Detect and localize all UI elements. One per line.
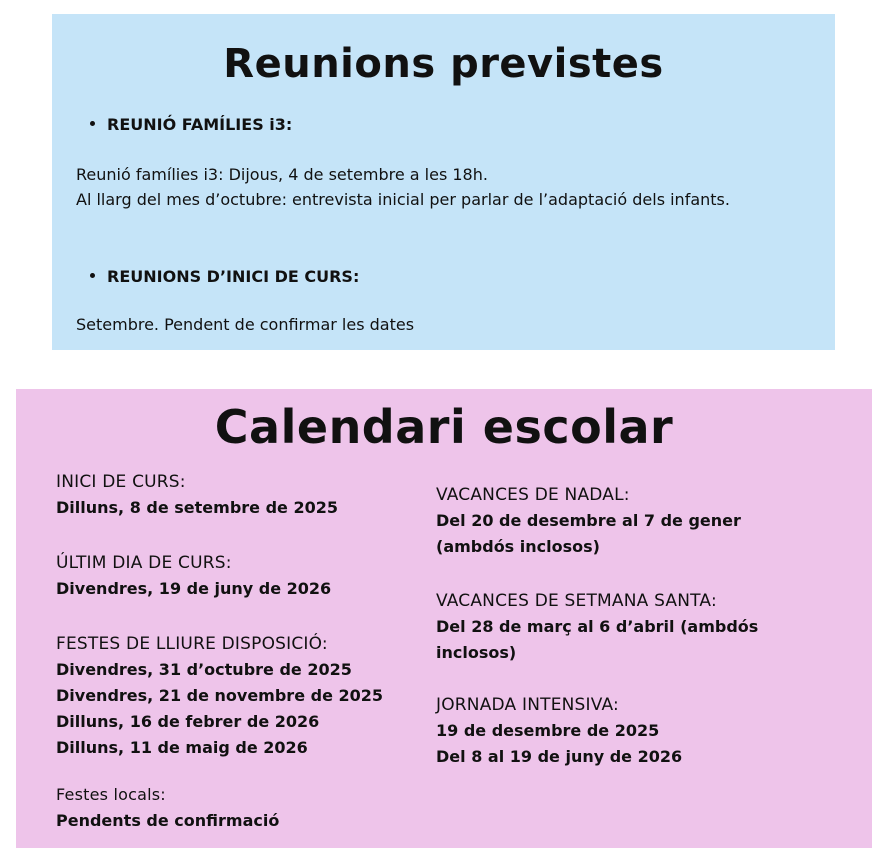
course-end-block [56, 550, 331, 602]
intensive-item: Del 8 al 19 de juny de 2026 [436, 747, 683, 766]
bullet-i3-families [90, 115, 292, 135]
calendar-title: Calendari escolar [214, 400, 674, 454]
course-end-value: Divendres, 19 de juny de 2026 [56, 579, 332, 598]
free-days-heading: FESTES DE LLIURE DISPOSICIÓ: [56, 634, 328, 654]
bullet-course-start-label: REUNIONS D’INICI DE CURS: [107, 267, 360, 286]
easter-heading: VACANCES DE SETMANA SANTA: [436, 591, 717, 611]
christmas-value: Del 20 de desembre al 7 de gener (ambdós inclosos) [436, 511, 741, 556]
bullet-i3-label: REUNIÓ FAMÍLIES i3: [107, 115, 293, 134]
free-day-item: Divendres, 31 d’octubre de 2025 [56, 660, 352, 679]
bullet-dot-icon [90, 121, 95, 126]
calendar-panel [16, 389, 872, 848]
meeting-line-september: Setembre. Pendent de confirmar les dates [76, 315, 415, 334]
bullet-course-start [90, 267, 359, 287]
course-start-value: Dilluns, 8 de setembre de 2025 [56, 498, 338, 517]
intensive-heading: JORNADA INTENSIVA: [436, 695, 619, 715]
free-day-item: Dilluns, 11 de maig de 2026 [56, 738, 308, 757]
bullet-dot-icon [90, 273, 95, 278]
meeting-line-i3: Reunió famílies i3: Dijous, 4 de setembre a les 18h. [76, 165, 488, 184]
easter-block [436, 588, 816, 666]
meetings-panel [52, 14, 835, 350]
course-end-heading: ÚLTIM DIA DE CURS: [56, 553, 232, 573]
intensive-item: 19 de desembre de 2025 [436, 721, 660, 740]
local-holidays-block [56, 782, 279, 834]
local-holidays-value: Pendents de confirmació [56, 811, 280, 830]
local-holidays-heading: Festes locals: [56, 785, 166, 804]
free-day-item: Divendres, 21 de novembre de 2025 [56, 686, 384, 705]
course-start-heading: INICI DE CURS: [56, 472, 186, 492]
meetings-title: Reunions previstes [223, 41, 664, 87]
easter-value: Del 28 de març al 6 d’abril (ambdós inclosos) [436, 617, 759, 662]
meeting-line-october: Al llarg del mes d’octubre: entrevista inicial per parlar de l’adaptació dels infants. [76, 190, 730, 209]
free-day-item: Dilluns, 16 de febrer de 2026 [56, 712, 320, 731]
course-start-block [56, 469, 338, 521]
free-days-block [56, 631, 383, 761]
intensive-block [436, 692, 682, 770]
christmas-heading: VACANCES DE NADAL: [436, 485, 630, 505]
christmas-block [436, 482, 816, 560]
